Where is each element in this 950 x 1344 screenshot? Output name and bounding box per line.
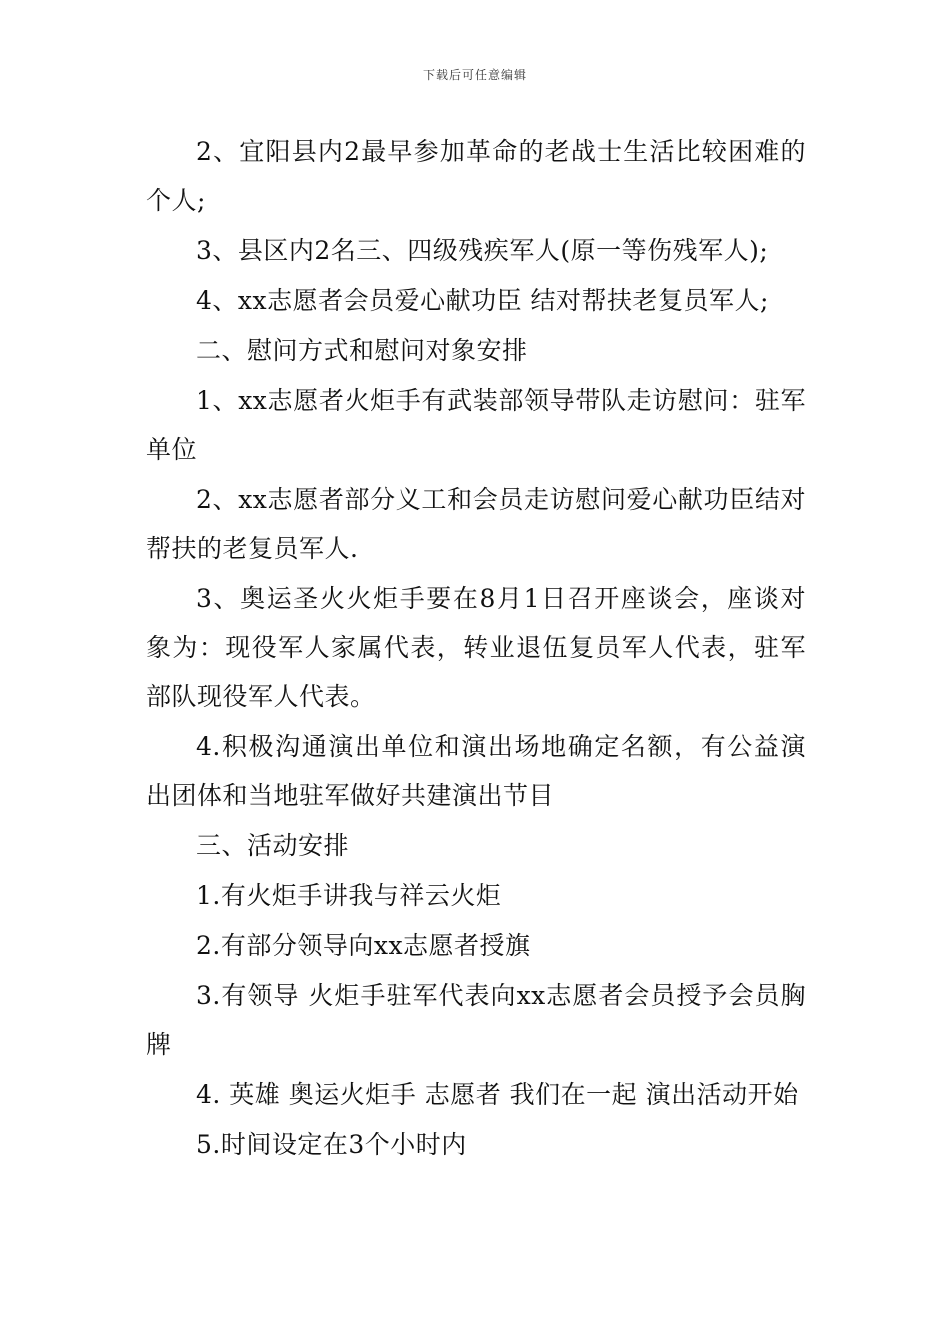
list-item: 3.有领导 火炬手驻军代表向xx志愿者会员授予会员胸牌 bbox=[146, 981, 806, 1059]
document-body bbox=[146, 127, 806, 1170]
paragraph: 3、奥运圣火火炬手要在8月1日召开座谈会，座谈对象为：现役军人家属代表，转业退伍复员军人代表，驻军部队现役军人代表。 bbox=[146, 584, 806, 711]
paragraph: 4.积极沟通演出单位和演出场地确定名额，有公益演出团体和当地驻军做好共建演出节目 bbox=[146, 732, 806, 810]
paragraph: 1、xx志愿者火炬手有武装部领导带队走访慰问：驻军单位 bbox=[146, 386, 806, 464]
paragraph: 4、xx志愿者会员爱心献功臣 结对帮扶老复员军人; bbox=[196, 286, 769, 315]
list-item: 1.有火炬手讲我与祥云火炬 bbox=[196, 881, 502, 910]
section-heading: 二、慰问方式和慰问对象安排 bbox=[196, 336, 528, 365]
paragraph: 3、县区内2名三、四级残疾军人(原一等伤残军人); bbox=[196, 236, 769, 265]
list-item: 5.时间设定在3个小时内 bbox=[196, 1130, 467, 1159]
paragraph: 2、xx志愿者部分义工和会员走访慰问爱心献功臣结对帮扶的老复员军人. bbox=[146, 485, 806, 563]
section-heading: 三、活动安排 bbox=[196, 831, 350, 860]
list-item: 4. 英雄 奥运火炬手 志愿者 我们在一起 演出活动开始 bbox=[196, 1080, 799, 1109]
list-item: 2.有部分领导向xx志愿者授旗 bbox=[196, 931, 531, 960]
paragraph: 2、宜阳县内2最早参加革命的老战士生活比较困难的个人; bbox=[146, 137, 806, 215]
page-header-note: 下载后可任意编辑 bbox=[422, 68, 527, 82]
